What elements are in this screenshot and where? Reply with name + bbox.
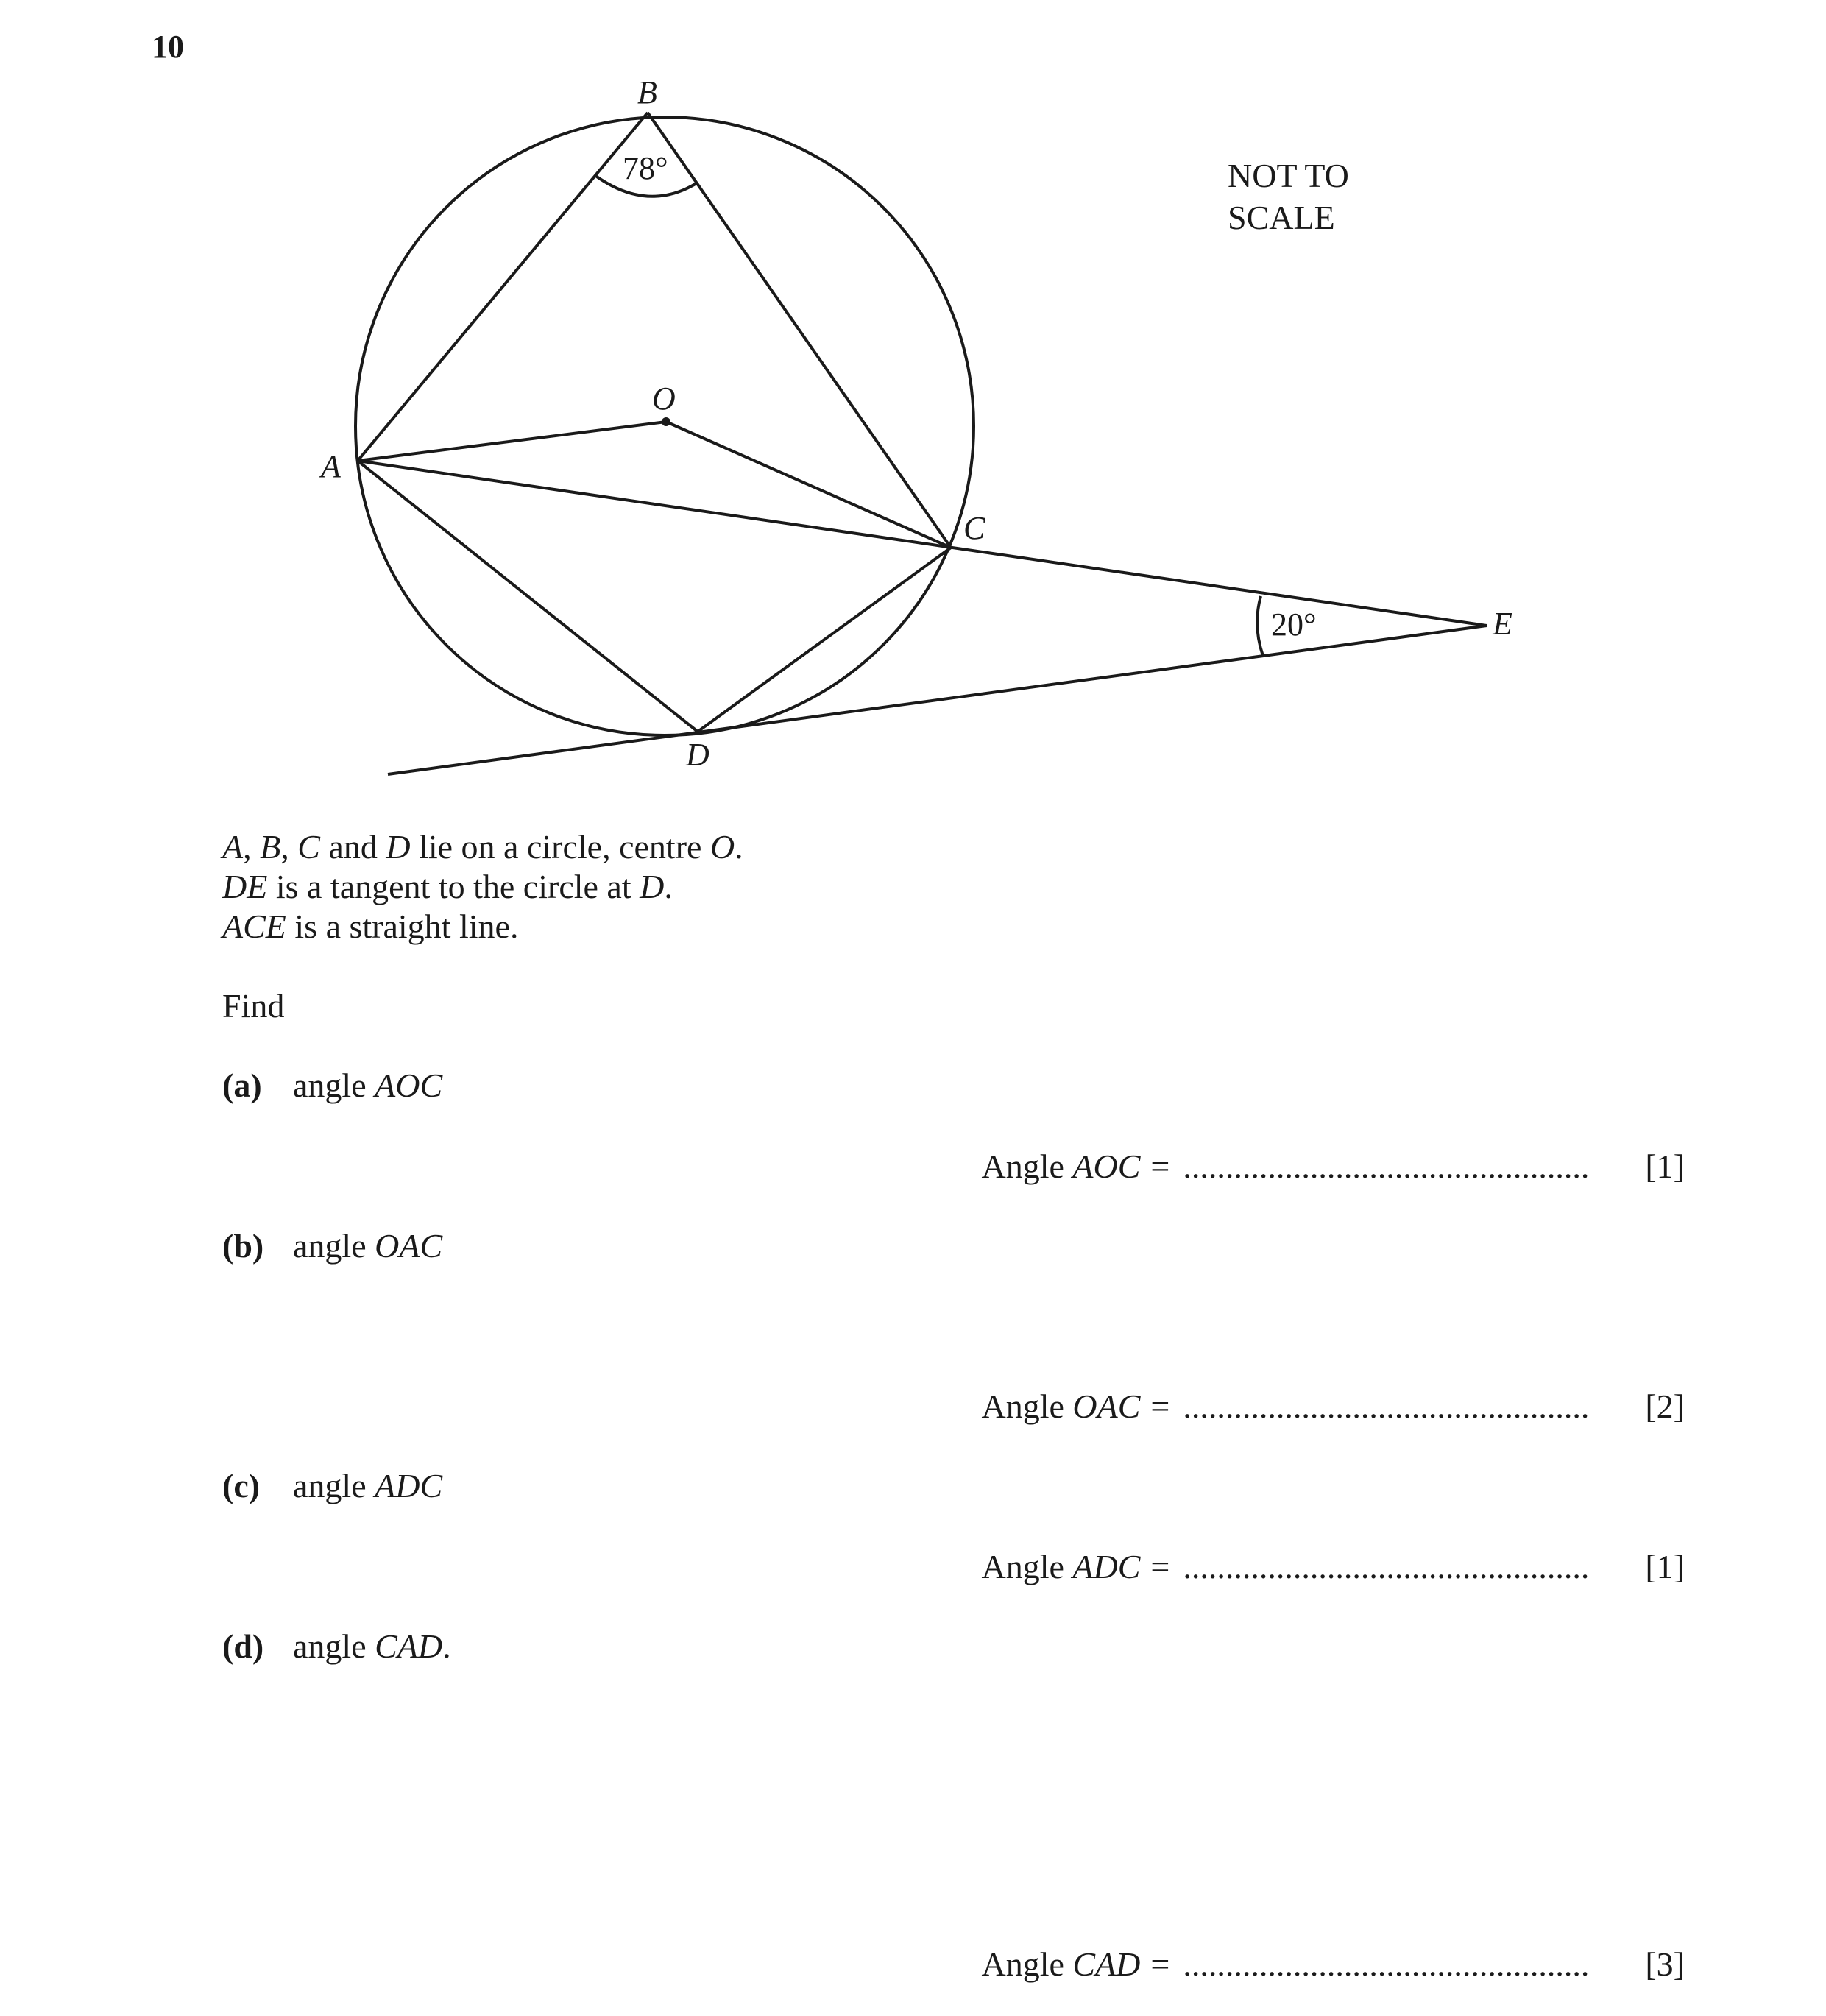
answer-field-a[interactable]: ................................................: [1183, 1150, 1590, 1184]
radius-oa: [358, 422, 666, 461]
statement-line-2: DE is a tangent to the circle at D.: [222, 868, 673, 905]
label-point-b: B: [637, 74, 657, 110]
answer-field-b[interactable]: ................................................: [1183, 1390, 1590, 1423]
line-ace: [358, 461, 1487, 626]
part-d-label: (d): [222, 1627, 264, 1665]
centre-point-o: [662, 417, 670, 426]
not-to-scale-line1: NOT TO: [1228, 157, 1349, 194]
part-d-question: (d) angle CAD.: [222, 1627, 451, 1665]
part-c-label: (c): [222, 1467, 261, 1504]
find-label: Find: [222, 987, 285, 1025]
label-point-d: D: [686, 737, 709, 773]
chord-ad: [358, 461, 698, 732]
angle-label-b: 78°: [623, 150, 668, 186]
part-c-answer-line[interactable]: Angle ADC = ................................................ [1]: [981, 1548, 1685, 1585]
marks-d: [3]: [1645, 1945, 1685, 1983]
part-c-question: (c) angle ADC: [222, 1467, 443, 1504]
not-to-scale-line2: SCALE: [1228, 199, 1335, 236]
tangent-de: [388, 626, 1487, 774]
answer-field-d[interactable]: ................................................: [1183, 1948, 1590, 1981]
marks-b: [2]: [1645, 1387, 1685, 1425]
circle-geometry-diagram: [0, 0, 1826, 810]
angle-arc-e: [1257, 596, 1263, 656]
part-a-answer-line[interactable]: Angle AOC = ................................................ [1]: [981, 1147, 1685, 1185]
marks-a: [1]: [1645, 1147, 1685, 1185]
part-b-label: (b): [222, 1227, 264, 1265]
part-a-question: (a) angle AOC: [222, 1067, 443, 1104]
label-point-o: O: [652, 381, 676, 417]
problem-statement: [222, 827, 743, 947]
chord-bc: [648, 113, 951, 548]
statement-line-1: A, B, C and D lie on a circle, centre O.: [222, 828, 743, 866]
chord-ab: [358, 113, 648, 461]
question-number: 10: [152, 29, 184, 65]
part-a-label: (a): [222, 1067, 262, 1104]
part-b-answer-line[interactable]: Angle OAC = ................................................ [2]: [981, 1387, 1685, 1425]
statement-line-3: ACE is a straight line.: [222, 908, 519, 945]
answer-field-c[interactable]: ................................................: [1183, 1550, 1590, 1584]
part-b-question: (b) angle OAC: [222, 1227, 443, 1265]
angle-label-e: 20°: [1271, 606, 1317, 643]
part-d-answer-line[interactable]: Angle CAD = ................................................ [3]: [981, 1945, 1685, 1983]
circle: [355, 117, 974, 735]
label-point-c: C: [963, 510, 985, 546]
label-point-a: A: [321, 448, 341, 484]
marks-c: [1]: [1645, 1548, 1685, 1585]
label-point-e: E: [1493, 606, 1512, 642]
